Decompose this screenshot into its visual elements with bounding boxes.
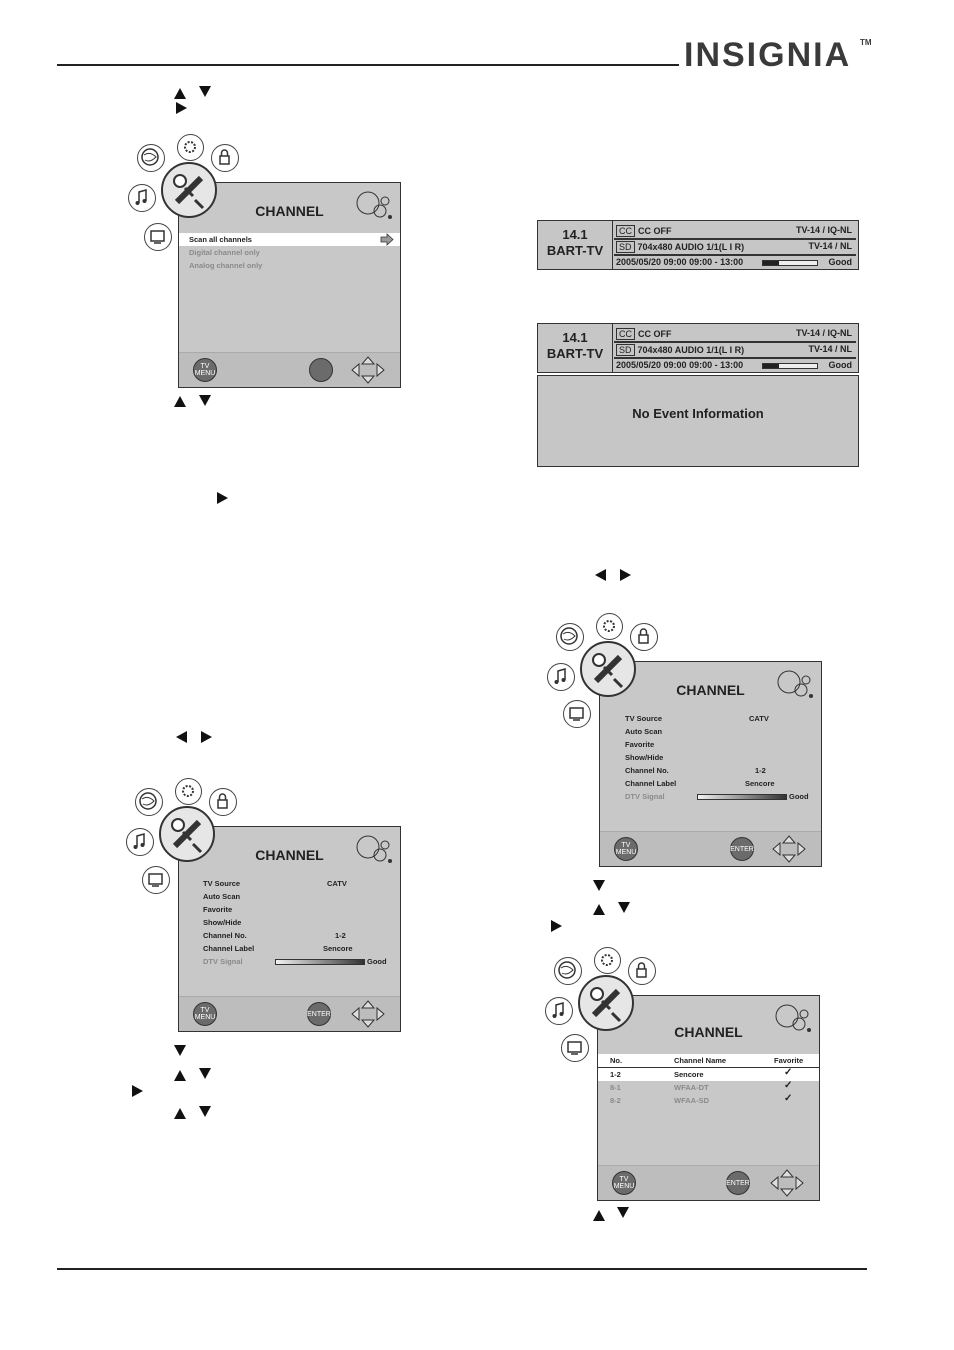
- menu-item-channel-label[interactable]: Channel Label Sencore: [203, 944, 353, 953]
- down-arrow-icon: [174, 1045, 186, 1056]
- direction-pad-icon: [770, 1169, 804, 1202]
- menu-item-dtv-signal: DTV Signal Good: [625, 792, 809, 801]
- right-arrow-icon: [176, 102, 187, 114]
- checkmark-icon[interactable]: ✓: [784, 1080, 793, 1091]
- tv-menu-button[interactable]: TV MENU: [614, 837, 638, 861]
- music-icon[interactable]: [126, 828, 154, 856]
- settings-icon[interactable]: [596, 613, 623, 640]
- checkmark-icon[interactable]: ✓: [784, 1067, 793, 1078]
- right-arrow-icon: [620, 569, 631, 581]
- direction-pad-icon: [772, 835, 806, 868]
- channel-satellite-icon[interactable]: [159, 806, 215, 862]
- menu-item-auto-scan[interactable]: Auto Scan: [625, 727, 663, 736]
- menu-item-channel-no[interactable]: Channel No. 1-2: [625, 766, 766, 775]
- down-arrow-icon: [199, 1068, 211, 1079]
- banner-time-row: 2005/05/20 09:00 09:00 - 13:00 Good: [616, 257, 852, 267]
- tv-menu-button[interactable]: TV MENU: [612, 1171, 636, 1195]
- banner-channel: 14.1 BART-TV: [546, 330, 604, 361]
- menu-title: CHANNEL: [676, 682, 745, 698]
- right-arrow-icon: [217, 492, 228, 504]
- down-arrow-icon: [199, 395, 211, 406]
- decorative-bubbles-icon: [352, 833, 396, 872]
- menu-item-dtv-signal: DTV Signal Good: [203, 957, 387, 966]
- enter-button[interactable]: ENTER: [307, 1002, 331, 1026]
- enter-arrow-icon: [380, 233, 394, 246]
- insignia-logo: INSIGNIA: [684, 36, 852, 74]
- picture-icon[interactable]: [142, 866, 170, 894]
- menu-title: CHANNEL: [674, 1024, 743, 1040]
- menu-item-favorite[interactable]: Favorite: [625, 740, 655, 749]
- trademark-mark: TM: [860, 38, 872, 47]
- settings-list: [600, 712, 821, 803]
- favorite-table: [598, 1054, 819, 1107]
- banner-cc-row: CC CC OFF TV-14 / IQ-NL: [616, 224, 854, 237]
- signal-strength-bar: [275, 959, 365, 965]
- menu-item-digital-only[interactable]: Digital channel only: [189, 248, 260, 257]
- picture-icon[interactable]: [561, 1034, 589, 1062]
- down-arrow-icon: [199, 86, 211, 97]
- menu-title: CHANNEL: [255, 847, 324, 863]
- up-arrow-icon: [174, 1108, 186, 1119]
- header-rule: [57, 64, 679, 66]
- up-arrow-icon: [593, 1210, 605, 1221]
- menu-footer: [600, 831, 821, 866]
- menu-footer: [598, 1165, 819, 1200]
- menu-item-analog-only[interactable]: Analog channel only: [189, 261, 263, 270]
- signal-strength-bar: [697, 794, 787, 800]
- table-row[interactable]: 8-2 WFAA-SD ✓: [610, 1093, 793, 1105]
- channel-info-banner: [537, 323, 859, 373]
- up-arrow-icon: [174, 1070, 186, 1081]
- lock-icon[interactable]: [630, 623, 658, 651]
- right-arrow-icon: [132, 1085, 143, 1097]
- menu-item-scan-all[interactable]: Scan all channels: [179, 233, 400, 246]
- music-icon[interactable]: [545, 997, 573, 1025]
- menu-item-favorite[interactable]: Favorite: [203, 905, 233, 914]
- globe-icon[interactable]: [135, 788, 163, 816]
- menu-title: CHANNEL: [255, 203, 324, 219]
- banner-cc-row: CC CC OFF TV-14 / IQ-NL: [616, 327, 854, 340]
- picture-icon[interactable]: [563, 700, 591, 728]
- up-arrow-icon: [593, 904, 605, 915]
- down-arrow-icon: [618, 902, 630, 913]
- up-arrow-icon: [174, 88, 186, 99]
- banner-video-row: SD 704x480 AUDIO 1/1(L I R) TV-14 / NL: [616, 343, 854, 356]
- settings-icon[interactable]: [175, 778, 202, 805]
- tv-menu-button[interactable]: TV MENU: [193, 1002, 217, 1026]
- lock-icon[interactable]: [211, 144, 239, 172]
- banner-video-row: SD 704x480 AUDIO 1/1(L I R) TV-14 / NL: [616, 240, 854, 253]
- left-arrow-icon: [176, 731, 187, 743]
- channel-satellite-icon[interactable]: [161, 162, 217, 218]
- menu-footer: [179, 352, 400, 387]
- globe-icon[interactable]: [556, 623, 584, 651]
- table-row[interactable]: 8-1 WFAA-DT ✓: [610, 1080, 793, 1092]
- direction-pad-icon: [351, 356, 385, 389]
- lock-icon[interactable]: [209, 788, 237, 816]
- globe-icon[interactable]: [137, 144, 165, 172]
- settings-icon[interactable]: [594, 947, 621, 974]
- menu-item-auto-scan[interactable]: Auto Scan: [203, 892, 241, 901]
- channel-info-banner: [537, 220, 859, 270]
- right-arrow-icon: [201, 731, 212, 743]
- enter-button[interactable]: [309, 358, 333, 382]
- decorative-bubbles-icon: [771, 1002, 815, 1041]
- banner-channel: 14.1 BART-TV: [546, 227, 604, 258]
- menu-item-tv-source[interactable]: TV Source CATV: [625, 714, 769, 723]
- down-arrow-icon: [199, 1106, 211, 1117]
- channel-satellite-icon[interactable]: [578, 975, 634, 1031]
- direction-pad-icon: [351, 1000, 385, 1033]
- globe-icon[interactable]: [554, 957, 582, 985]
- enter-button[interactable]: ENTER: [730, 837, 754, 861]
- signal-strength-bar: [762, 363, 818, 369]
- decorative-bubbles-icon: [773, 668, 817, 707]
- tv-menu-button[interactable]: TV MENU: [193, 358, 217, 382]
- menu-item-show-hide[interactable]: Show/Hide: [203, 918, 242, 927]
- footer-rule: [57, 1268, 867, 1270]
- left-arrow-icon: [595, 569, 606, 581]
- decorative-bubbles-icon: [352, 189, 396, 228]
- checkmark-icon[interactable]: ✓: [784, 1093, 793, 1104]
- banner-time-row: 2005/05/20 09:00 09:00 - 13:00 Good: [616, 360, 852, 370]
- right-arrow-icon: [551, 920, 562, 932]
- menu-item-show-hide[interactable]: Show/Hide: [625, 753, 664, 762]
- lock-icon[interactable]: [628, 957, 656, 985]
- up-arrow-icon: [174, 396, 186, 407]
- menu-item-channel-label[interactable]: Channel Label Sencore: [625, 779, 775, 788]
- menu-item-tv-source[interactable]: TV Source CATV: [203, 879, 347, 888]
- music-icon[interactable]: [128, 184, 156, 212]
- table-row[interactable]: 1-2 Sencore ✓: [598, 1068, 819, 1081]
- menu-item-channel-no[interactable]: Channel No. 1-2: [203, 931, 346, 940]
- channel-satellite-icon[interactable]: [580, 641, 636, 697]
- signal-strength-bar: [762, 260, 818, 266]
- down-arrow-icon: [593, 880, 605, 891]
- table-header: No. Channel Name Favorite: [598, 1054, 819, 1068]
- menu-footer: [179, 996, 400, 1031]
- no-event-panel: No Event Information: [537, 375, 859, 467]
- down-arrow-icon: [617, 1207, 629, 1218]
- settings-icon[interactable]: [177, 134, 204, 161]
- enter-button[interactable]: ENTER: [726, 1171, 750, 1195]
- settings-list: [179, 877, 400, 968]
- music-icon[interactable]: [547, 663, 575, 691]
- picture-icon[interactable]: [144, 223, 172, 251]
